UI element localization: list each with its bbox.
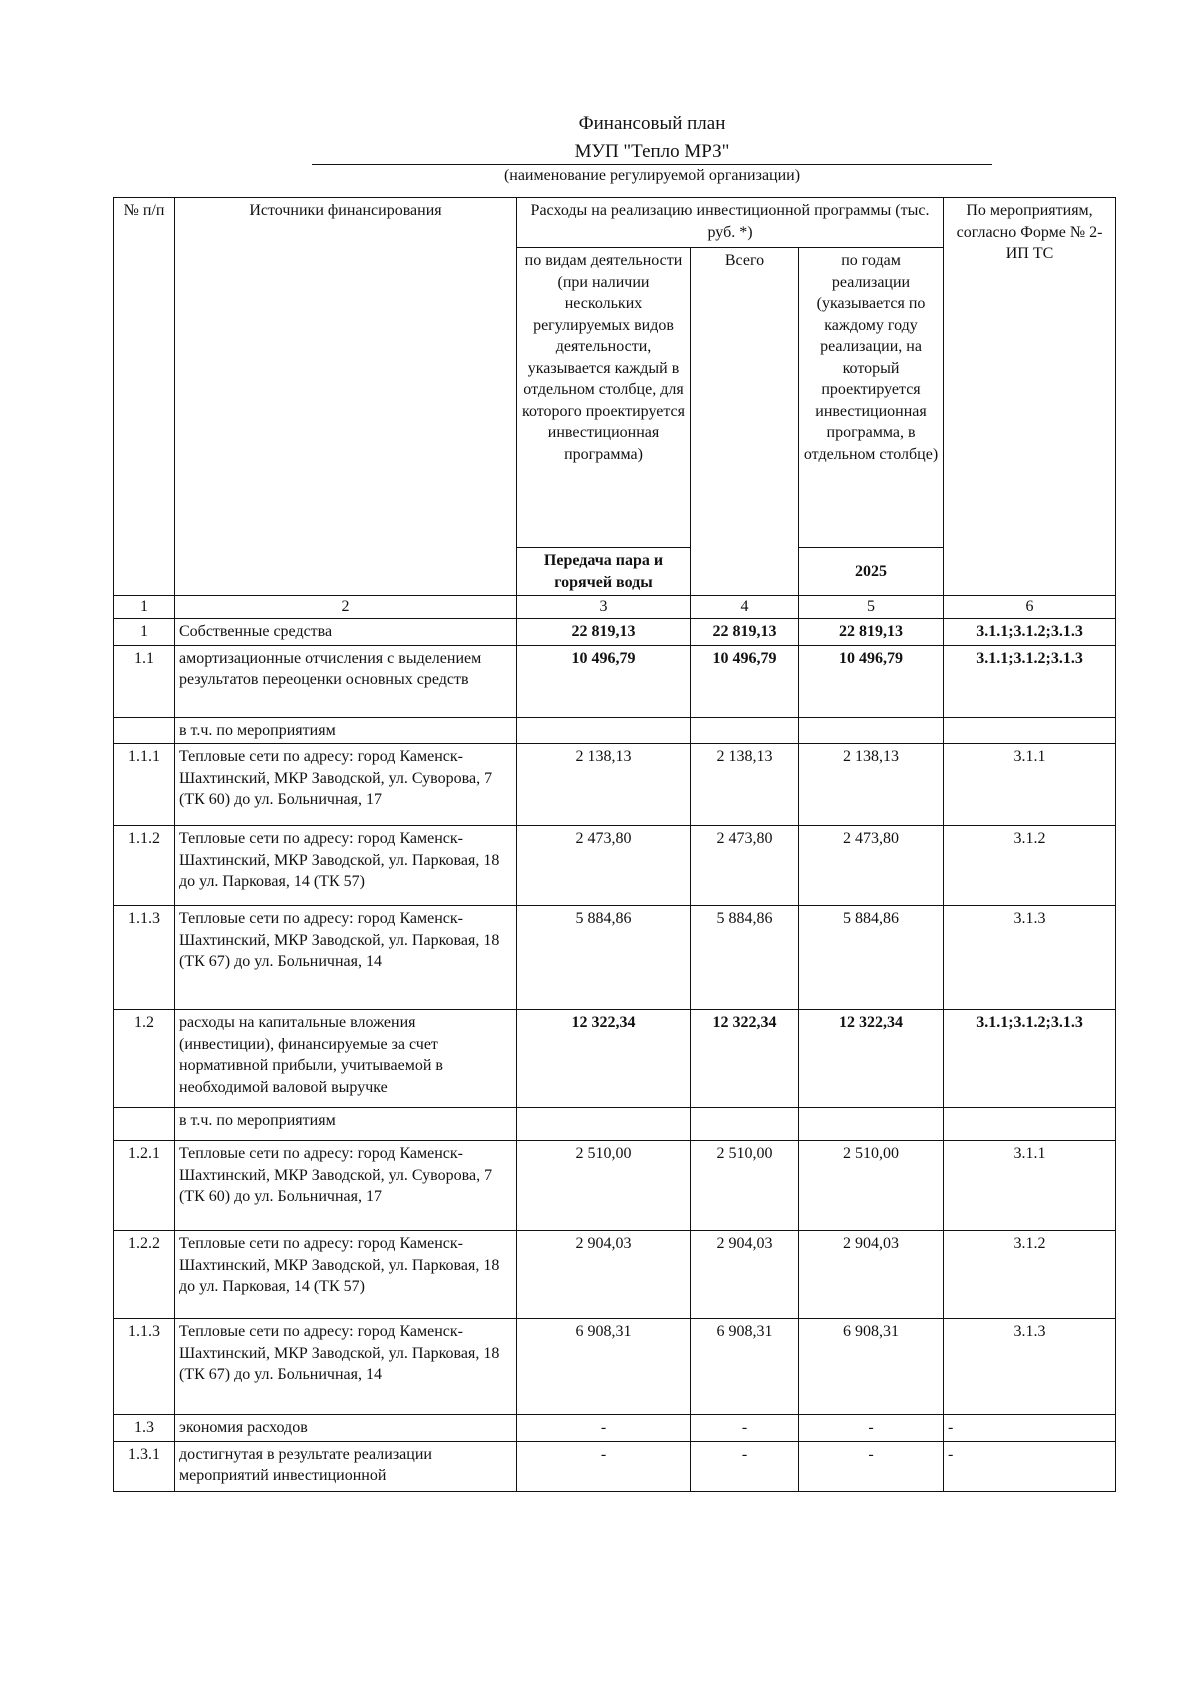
header-total: Всего [691, 248, 799, 596]
row-value-year: - [799, 1441, 944, 1491]
row-value-activity: 10 496,79 [517, 645, 691, 717]
row-value-activity: 5 884,86 [517, 906, 691, 1010]
row-name: Тепловые сети по адресу: город Каменск-Шахтинский, МКР Заводской, ул. Парковая, 18 до ул. Парковая, 14 (ТК 57) [175, 1231, 517, 1319]
row-value-total: - [691, 1441, 799, 1491]
column-number: 1 [114, 596, 175, 619]
row-ref: 3.1.1 [944, 1141, 1116, 1231]
row-value-total [691, 1108, 799, 1141]
header-year: 2025 [799, 548, 944, 596]
row-num [114, 1108, 175, 1141]
row-name-text: Тепловые сети по адресу: город Каменск-Шахтинский, МКР Заводской, ул. Суворова, 7 (ТК 60) до ул. Больничная, 17 [179, 748, 493, 808]
row-name: Тепловые сети по адресу: город Каменск-Шахтинский, МКР Заводской, ул. Парковая, 18 до ул. Парковая, 14 (ТК 57) [175, 826, 517, 906]
row-name: амортизационные отчисления с выделением результатов переоценки основных средств [175, 645, 517, 717]
row-value-total: - [691, 1415, 799, 1442]
column-number: 2 [175, 596, 517, 619]
row-name: Тепловые сети по адресу: город Каменск-Шахтинский, МКР Заводской, ул. Парковая, 18 (ТК 67) до ул. Больничная, 14 [175, 1319, 517, 1415]
table-row [114, 1319, 1116, 1415]
row-num: 1.1 [114, 645, 175, 717]
row-name: достигнутая в результате реализации мероприятий инвестиционной [175, 1441, 517, 1491]
column-number: 6 [944, 596, 1116, 619]
table-row [114, 619, 1116, 646]
header-activity-name: Передача пара и горячей воды [517, 548, 691, 596]
table-row [114, 1231, 1116, 1319]
table-row [114, 1415, 1116, 1442]
column-number: 4 [691, 596, 799, 619]
row-value-activity: 2 473,80 [517, 826, 691, 906]
row-value-total: 2 510,00 [691, 1141, 799, 1231]
financial-plan-table [113, 197, 1116, 1492]
row-value-total: 2 904,03 [691, 1231, 799, 1319]
row-ref [944, 717, 1116, 744]
row-num [114, 717, 175, 744]
table-row [114, 717, 1116, 744]
row-ref: 3.1.3 [944, 906, 1116, 1010]
organization-name: МУП "Тепло МРЗ" [574, 141, 730, 162]
row-num: 1.3.1 [114, 1441, 175, 1491]
row-value-year: 2 904,03 [799, 1231, 944, 1319]
title-underline [312, 164, 992, 165]
row-value-total: 5 884,86 [691, 906, 799, 1010]
header-sources: Источники финансирования [175, 198, 517, 596]
row-value-total [691, 717, 799, 744]
table-row [114, 645, 1116, 717]
table-row [114, 826, 1116, 906]
row-ref: 3.1.1;3.1.2;3.1.3 [944, 645, 1116, 717]
row-value-activity [517, 717, 691, 744]
row-ref: 3.1.2 [944, 1231, 1116, 1319]
row-value-year [799, 1108, 944, 1141]
row-ref [944, 1108, 1116, 1141]
row-name: в т.ч. по мероприятиям [175, 1108, 517, 1141]
row-name: расходы на капитальные вложения (инвестиции), финансируемые за счет нормативной прибыли, учитываемой в необходимой валовой выручке [175, 1010, 517, 1108]
row-value-activity: 2 510,00 [517, 1141, 691, 1231]
row-value-total: 6 908,31 [691, 1319, 799, 1415]
organization-caption: (наименование регулируемой организации) [503, 167, 801, 184]
row-value-activity: 6 908,31 [517, 1319, 691, 1415]
row-value-year: - [799, 1415, 944, 1442]
row-name [175, 744, 517, 826]
table-row [114, 1108, 1116, 1141]
header-num: № п/п [114, 198, 175, 596]
row-num: 1.1.3 [114, 1319, 175, 1415]
row-num: 1.2.1 [114, 1141, 175, 1231]
header-by-activity: по видам деятельности (при наличии нескольких регулируемых видов деятельности, указывается каждый в отдельном столбце, для которого проектируется инвестиционная программа) [517, 248, 691, 548]
row-ref: 3.1.1 [944, 744, 1116, 826]
row-name: в т.ч. по мероприятиям [175, 717, 517, 744]
row-ref: - [944, 1415, 1116, 1442]
row-num: 1.1.1 [114, 744, 175, 826]
row-value-year: 2 510,00 [799, 1141, 944, 1231]
row-value-activity: - [517, 1415, 691, 1442]
row-value-year: 2 138,13 [799, 744, 944, 826]
row-num: 1.2.2 [114, 1231, 175, 1319]
row-name: экономия расходов [175, 1415, 517, 1442]
row-name: Тепловые сети по адресу: город Каменск-Шахтинский, МКР Заводской, ул. Суворова, 7 (ТК 60) до ул. Больничная, 17 [175, 1141, 517, 1231]
row-ref: 3.1.3 [944, 1319, 1116, 1415]
row-name: Собственные средства [175, 619, 517, 646]
document-title: Финансовый план [578, 113, 726, 134]
row-num: 1.2 [114, 1010, 175, 1108]
row-ref: 3.1.1;3.1.2;3.1.3 [944, 1010, 1116, 1108]
row-value-year: 12 322,34 [799, 1010, 944, 1108]
row-num: 1.3 [114, 1415, 175, 1442]
row-value-year: 5 884,86 [799, 906, 944, 1010]
header-by-year: по годам реализации (указывается по каждому году реализации, на который проектируется инвестиционная программа, в отдельном столбце) [799, 248, 944, 548]
table-row [114, 744, 1116, 826]
row-value-activity: - [517, 1441, 691, 1491]
table-row [114, 1141, 1116, 1231]
row-value-activity: 22 819,13 [517, 619, 691, 646]
row-value-year: 6 908,31 [799, 1319, 944, 1415]
table-row [114, 1010, 1116, 1108]
row-value-total: 10 496,79 [691, 645, 799, 717]
row-value-total: 2 473,80 [691, 826, 799, 906]
row-value-year [799, 717, 944, 744]
column-number: 5 [799, 596, 944, 619]
row-value-activity [517, 1108, 691, 1141]
row-ref: - [944, 1441, 1116, 1491]
row-value-activity: 2 904,03 [517, 1231, 691, 1319]
row-value-activity: 2 138,13 [517, 744, 691, 826]
row-num: 1.1.3 [114, 906, 175, 1010]
row-name: Тепловые сети по адресу: город Каменск-Шахтинский, МКР Заводской, ул. Парковая, 18 (ТК 67) до ул. Больничная, 14 [175, 906, 517, 1010]
table-row [114, 1441, 1116, 1491]
row-value-total: 22 819,13 [691, 619, 799, 646]
row-num: 1.1.2 [114, 826, 175, 906]
row-value-total: 12 322,34 [691, 1010, 799, 1108]
row-num: 1 [114, 619, 175, 646]
header-events: По мероприятиям, согласно Форме № 2-ИП ТС [944, 198, 1116, 596]
table-row [114, 906, 1116, 1010]
row-ref: 3.1.2 [944, 826, 1116, 906]
row-value-activity: 12 322,34 [517, 1010, 691, 1108]
header-expenses: Расходы на реализацию инвестиционной программы (тыс. руб. *) [517, 198, 944, 248]
column-number: 3 [517, 596, 691, 619]
row-value-total: 2 138,13 [691, 744, 799, 826]
row-value-year: 2 473,80 [799, 826, 944, 906]
row-value-year: 10 496,79 [799, 645, 944, 717]
row-ref: 3.1.1;3.1.2;3.1.3 [944, 619, 1116, 646]
row-value-year: 22 819,13 [799, 619, 944, 646]
